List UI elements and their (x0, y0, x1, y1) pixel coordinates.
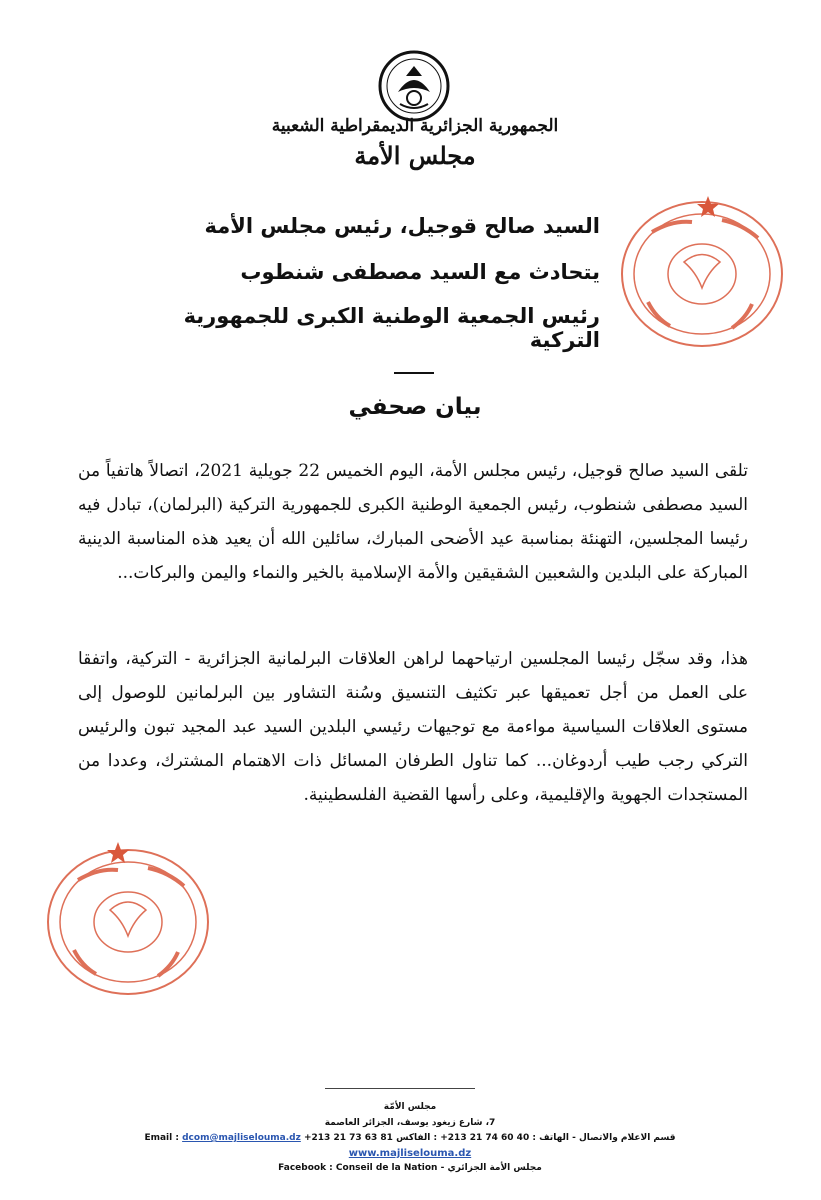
footer-name: مجلس الأمّة (383, 1102, 437, 1112)
institution-name: مجلس الأمة (354, 141, 476, 170)
document-subtitle: بيان صحفي (348, 394, 482, 420)
country-name: الجمهورية الجزائرية الديمقراطية الشعبية (271, 116, 559, 136)
title-line-1: السيد صالح قوجيل، رئيس مجلس الأمة (204, 214, 600, 238)
algeria-emblem-icon (376, 48, 452, 124)
official-seal-stamp-icon (612, 192, 788, 356)
official-seal-stamp-icon (40, 838, 216, 1002)
email-label: Email : (144, 1133, 179, 1143)
facebook-label: Facebook : Conseil de la Nation - (278, 1163, 445, 1173)
phone-label: قسم الاعلام والاتصال - الهاتف : (532, 1133, 676, 1143)
footer-contact-line (100, 1133, 720, 1143)
fax-number: +213 21 73 63 81 (303, 1133, 393, 1143)
footer-divider (325, 1088, 475, 1089)
footer-address: 7، شارع زيغود يوسف، الجزائر العاصمة (324, 1118, 496, 1128)
body-paragraph-1: تلقى السيد صالح قوجيل، رئيس مجلس الأمة، اليوم الخميس 22 جويلية 2021، اتصالاً هاتفياً من السيد مصطفى شنطوب، رئيس الجمعية الوطنية الكبرى للجمهورية التركية (البرلمان)، تبادل فيه رئيسا المجلسين، التهنئة بمناسبة عيد الأضحى المبارك، سائلين الله أن يعيد هذه المناسبة الدينية المباركة على البلدين والشعبين الشقيقين والأمة الإسلامية بالخير والنماء واليمن والبركات... (78, 461, 748, 583)
footer-facebook-line (100, 1163, 720, 1173)
title-divider (394, 372, 434, 374)
body-paragraph-2: هذا، وقد سجّل رئيسا المجلسين ارتياحهما لراهن العلاقات البرلمانية الجزائرية - التركية، واتفقا على العمل من أجل تعميقها عبر تكثيف التنسيق وسُنة التشاور بين البرلمانين للوصول إلى مستوى العلاقات السياسية مواءمة مع توجيهات رئيسي البلدين السيد عبد المجيد تبون والرئيس التركي رجب طيب أردوغان... كما تناول الطرفان المسائل ذات الاهتمام المشترك، وعددا من المستجدات الجهوية والإقليمية، وعلى رأسها القضية الفلسطينية. (78, 649, 748, 805)
title-line-3: رئيس الجمعية الوطنية الكبرى للجمهورية التركية (183, 304, 600, 352)
email-link[interactable]: dcom@majliselouma.dz (182, 1133, 301, 1143)
fax-label: : الفاكس (396, 1133, 438, 1143)
facebook-name: مجلس الأمة الجزائري (447, 1163, 542, 1173)
title-line-2: يتحادث مع السيد مصطفى شنطوب (240, 260, 600, 284)
website-link[interactable]: www.majliselouma.dz (348, 1148, 472, 1159)
phone-number: +213 21 74 60 40 (440, 1133, 530, 1143)
